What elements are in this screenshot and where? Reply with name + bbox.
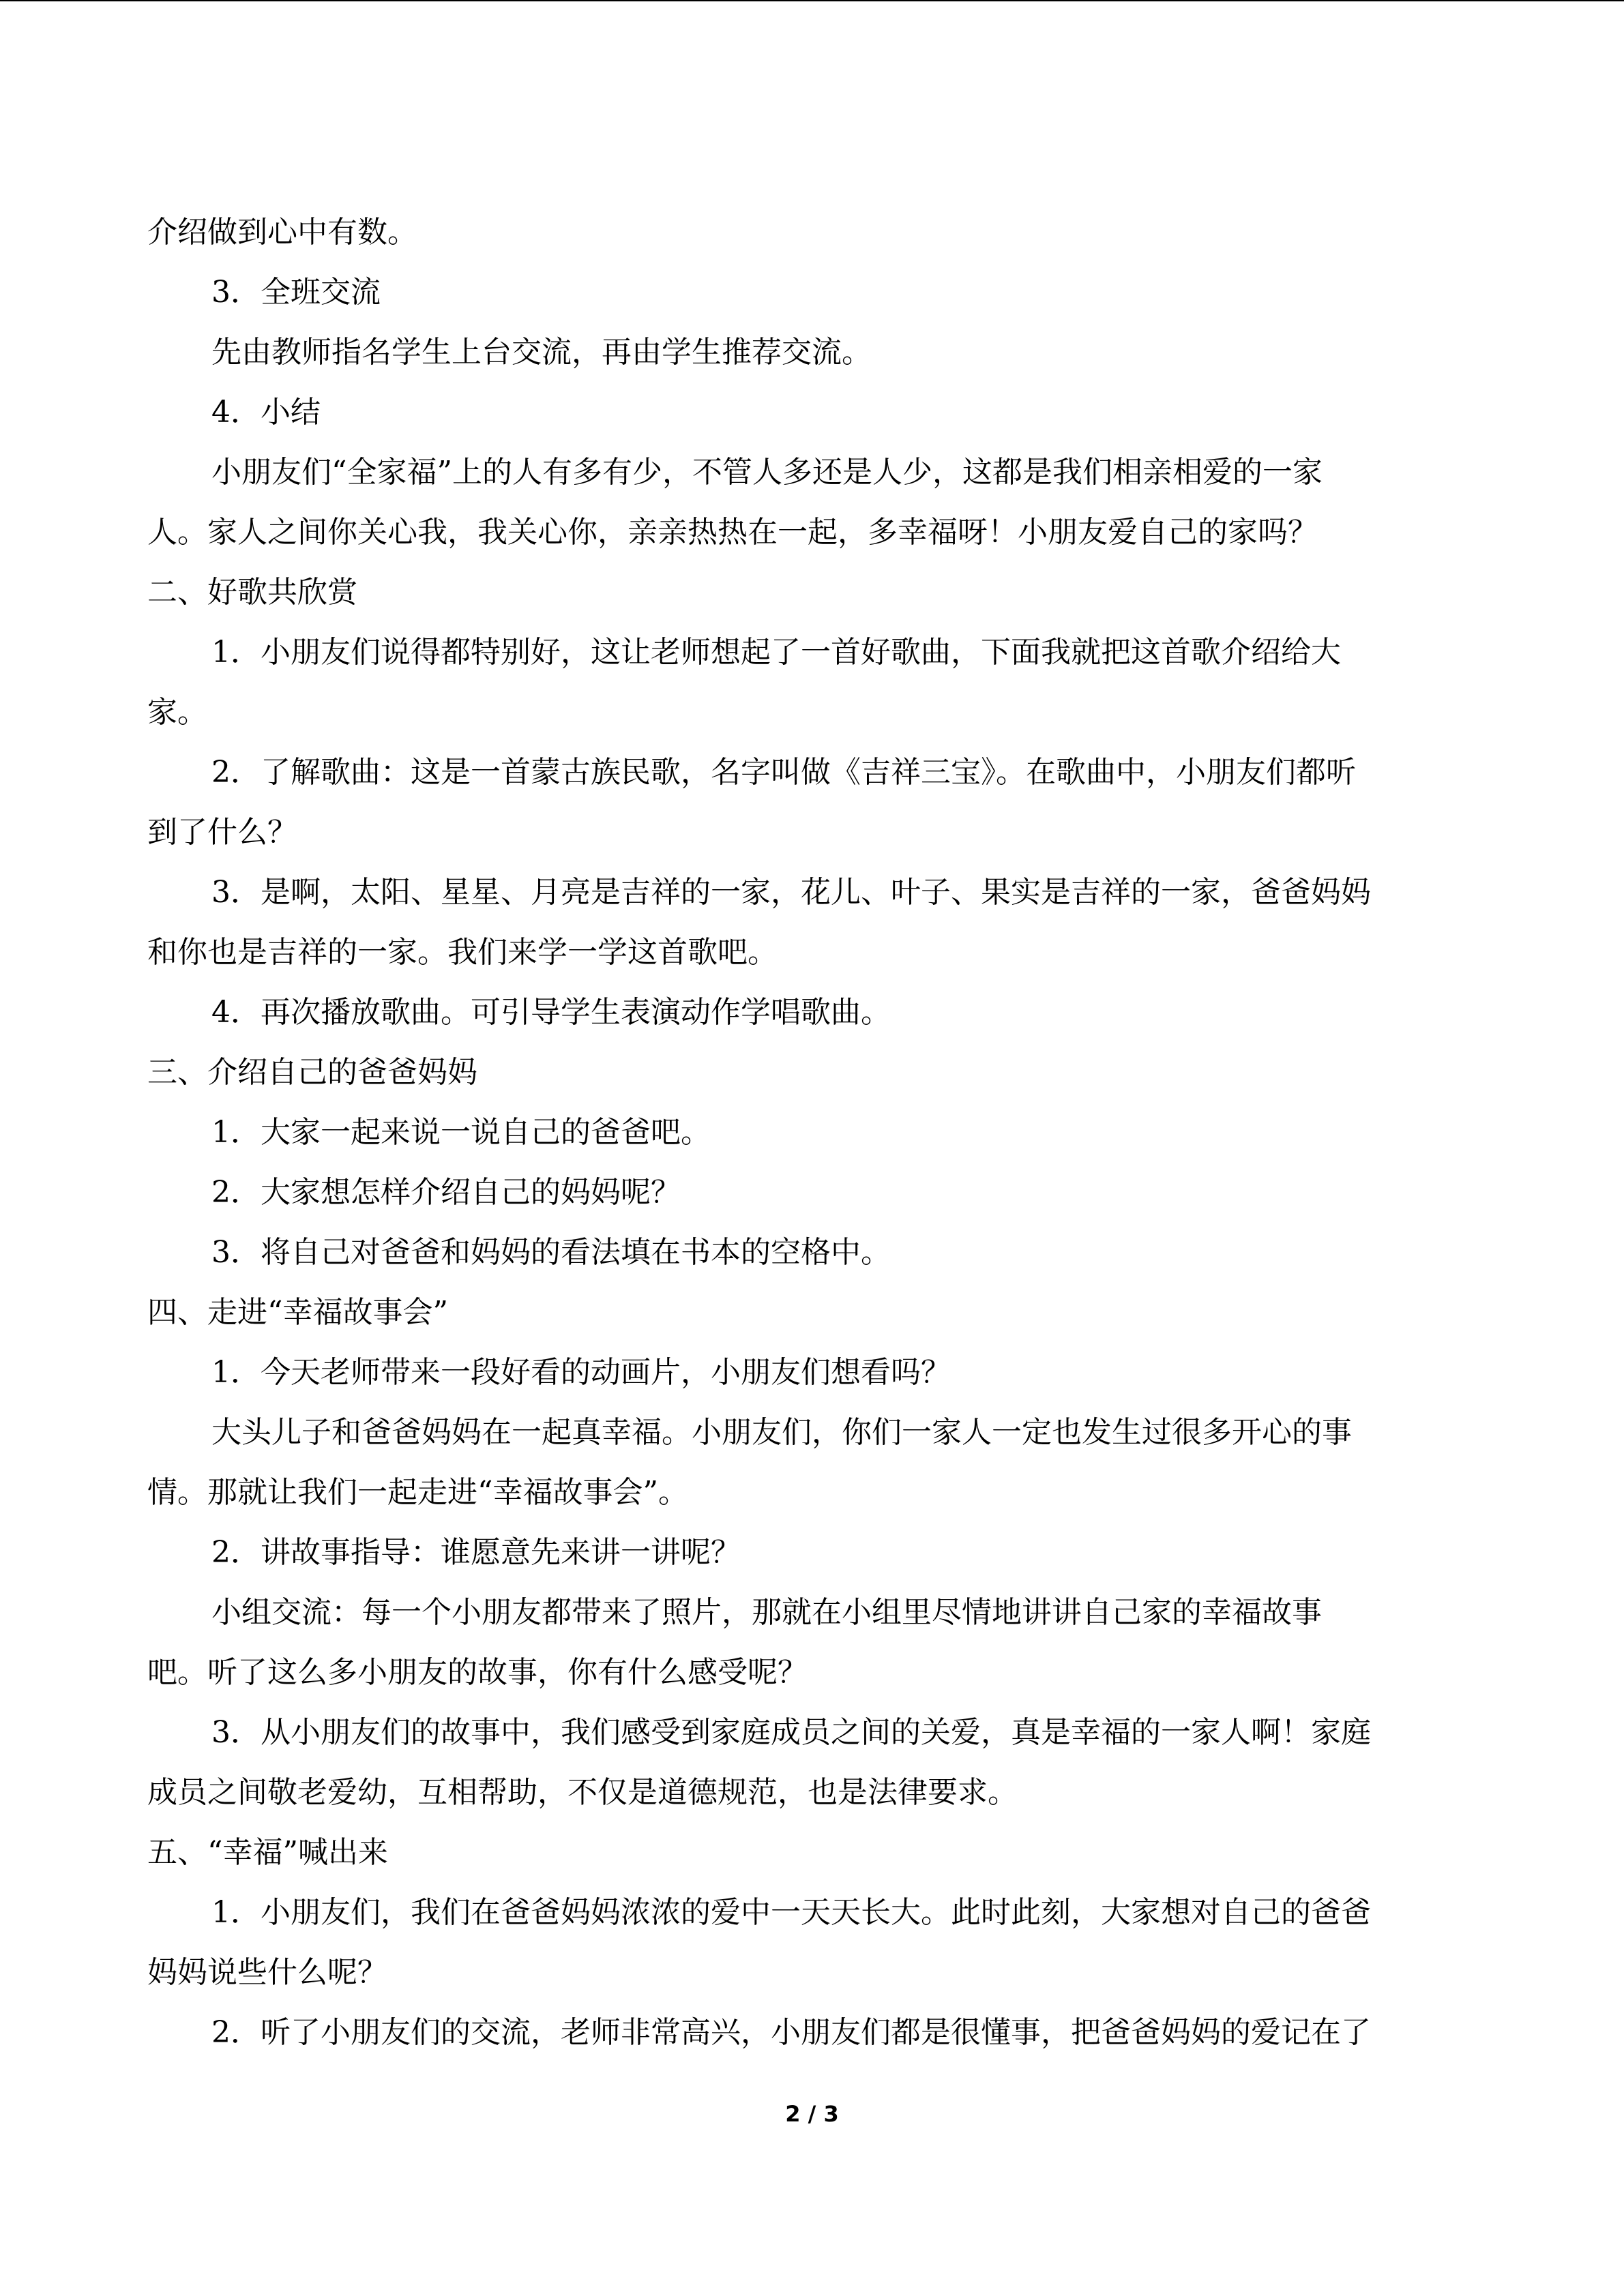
page-top-border	[0, 0, 1624, 1]
text-line: 4．小结	[211, 395, 321, 430]
section-heading: 四、走进“幸福故事会”	[147, 1295, 448, 1330]
text-line: 到了什么？	[147, 815, 297, 850]
text-line: 2．大家想怎样介绍自己的妈妈呢？	[211, 1175, 681, 1210]
text-line: 3．从小朋友们的故事中，我们感受到家庭成员之间的关爱，真是幸福的一家人啊！家庭	[211, 1715, 1371, 1750]
text-line: 1．今天老师带来一段好看的动画片，小朋友们想看吗？	[211, 1355, 951, 1390]
text-line: 3．全班交流	[211, 275, 381, 310]
text-line: 4．再次播放歌曲。可引导学生表演动作学唱歌曲。	[211, 995, 891, 1030]
text-line: 先由教师指名学生上台交流，再由学生推荐交流。	[211, 335, 872, 370]
text-line: 小组交流：每一个小朋友都带来了照片，那就在小组里尽情地讲讲自己家的幸福故事	[211, 1595, 1322, 1630]
text-line: 吧。听了这么多小朋友的故事，你有什么感受呢？	[147, 1655, 808, 1690]
text-line: 小朋友们“全家福”上的人有多有少，不管人多还是人少，这都是我们相亲相爱的一家	[211, 455, 1323, 490]
text-line: 2．听了小朋友们的交流，老师非常高兴，小朋友们都是很懂事，把爸爸妈妈的爱记在了	[211, 2015, 1371, 2050]
page-number: 2 / 3	[785, 2101, 839, 2127]
section-heading: 二、好歌共欣赏	[147, 575, 357, 610]
text-line: 1．小朋友们说得都特别好，这让老师想起了一首好歌曲，下面我就把这首歌介绍给大	[211, 635, 1341, 670]
text-line: 1．小朋友们，我们在爸爸妈妈浓浓的爱中一天天长大。此时此刻，大家想对自己的爸爸	[211, 1895, 1371, 1930]
text-line: 2．讲故事指导：谁愿意先来讲一讲呢？	[211, 1535, 741, 1570]
text-line: 成员之间敬老爱幼，互相帮助，不仅是道德规范，也是法律要求。	[147, 1775, 1018, 1810]
text-line: 介绍做到心中有数。	[147, 215, 417, 250]
text-line: 3．将自己对爸爸和妈妈的看法填在书本的空格中。	[211, 1235, 891, 1270]
text-line: 情。那就让我们一起走进“幸福故事会”。	[147, 1475, 688, 1510]
text-line: 1．大家一起来说一说自己的爸爸吧。	[211, 1115, 711, 1150]
text-line: 3．是啊，太阳、星星、月亮是吉祥的一家，花儿、叶子、果实是吉祥的一家，爸爸妈妈	[211, 875, 1371, 910]
text-line: 大头儿子和爸爸妈妈在一起真幸福。小朋友们，你们一家人一定也发生过很多开心的事	[211, 1415, 1352, 1450]
section-heading: 三、介绍自己的爸爸妈妈	[147, 1055, 477, 1090]
section-heading: 五、“幸福”喊出来	[147, 1835, 388, 1870]
text-line: 2．了解歌曲：这是一首蒙古族民歌，名字叫做《吉祥三宝》。在歌曲中，小朋友们都听	[211, 755, 1356, 790]
text-line: 人。家人之间你关心我，我关心你，亲亲热热在一起，多幸福呀！小朋友爱自己的家吗？	[147, 515, 1318, 550]
text-line: 家。	[147, 695, 207, 730]
text-line: 和你也是吉祥的一家。我们来学一学这首歌吧。	[147, 935, 778, 970]
text-line: 妈妈说些什么呢？	[147, 1955, 387, 1990]
